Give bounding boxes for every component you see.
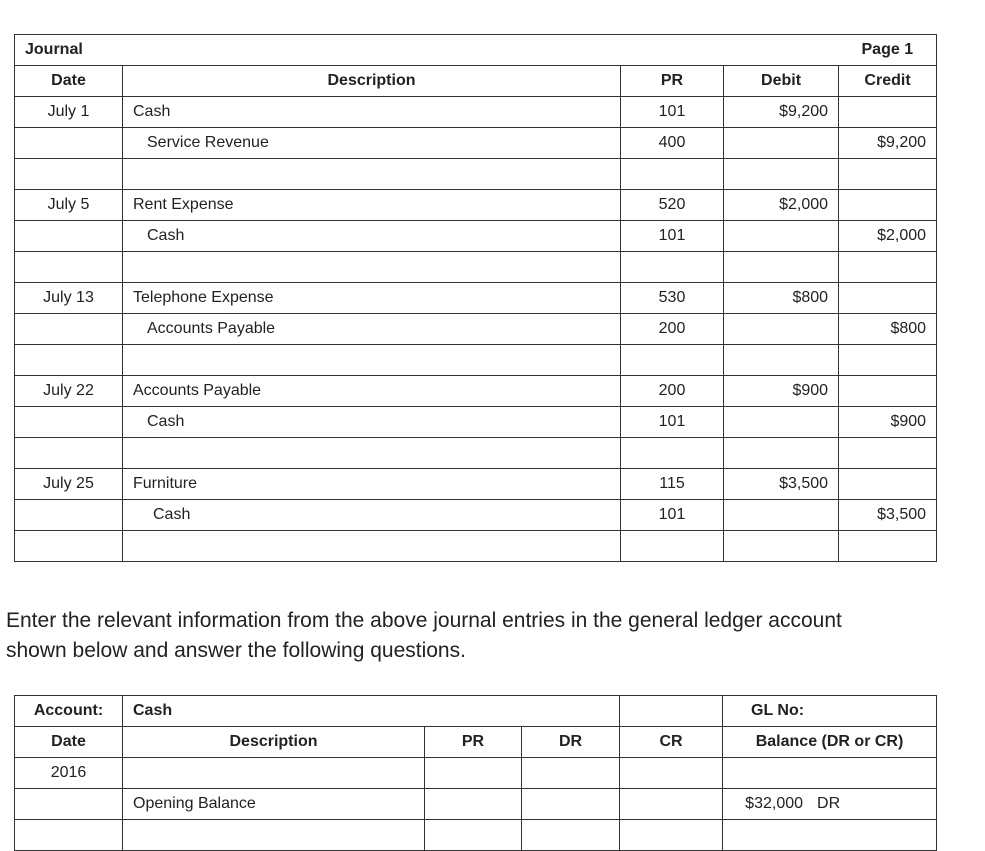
credit-account: Cash — [123, 500, 621, 531]
journal-blank-row — [15, 345, 937, 376]
journal-credit-row — [15, 500, 937, 531]
account-name: Cash — [123, 696, 620, 727]
debit-amount: $9,200 — [724, 97, 839, 128]
journal-title: Journal — [15, 35, 839, 66]
ledger-account-row — [15, 696, 937, 727]
col-header-pr: PR — [621, 66, 724, 97]
col-header-pr: PR — [425, 727, 522, 758]
empty-debit-cell — [724, 407, 839, 438]
credit-pr: 101 — [621, 500, 724, 531]
journal-blank-row — [15, 159, 937, 190]
empty-debit-cell — [724, 500, 839, 531]
col-header-description: Description — [123, 66, 621, 97]
empty-credit-cell — [839, 190, 937, 221]
credit-amount: $900 — [839, 407, 937, 438]
debit-pr: 200 — [621, 376, 724, 407]
entry-date: July 13 — [15, 283, 123, 314]
credit-amount: $2,000 — [839, 221, 937, 252]
empty-credit-cell — [839, 469, 937, 500]
credit-account: Cash — [123, 407, 621, 438]
journal-debit-row — [15, 97, 937, 128]
ledger-blank-row — [15, 820, 937, 851]
debit-account: Rent Expense — [123, 190, 621, 221]
debit-account: Furniture — [123, 469, 621, 500]
credit-account: Service Revenue — [123, 128, 621, 159]
journal-title-row — [15, 35, 937, 66]
col-header-date: Date — [15, 727, 123, 758]
empty-date-cell — [15, 221, 123, 252]
opening-balance-cell — [723, 789, 937, 820]
credit-pr: 101 — [621, 407, 724, 438]
debit-amount: $900 — [724, 376, 839, 407]
opening-balance-description: Opening Balance — [123, 789, 425, 820]
debit-pr: 530 — [621, 283, 724, 314]
journal-blank-row — [15, 252, 937, 283]
credit-amount: $9,200 — [839, 128, 937, 159]
journal-credit-row — [15, 128, 937, 159]
col-header-balance: Balance (DR or CR) — [723, 727, 937, 758]
empty-debit-cell — [724, 314, 839, 345]
debit-amount: $3,500 — [724, 469, 839, 500]
credit-account: Cash — [123, 221, 621, 252]
debit-account: Cash — [123, 97, 621, 128]
empty-credit-cell — [839, 376, 937, 407]
journal-blank-row — [15, 438, 937, 469]
debit-pr: 101 — [621, 97, 724, 128]
journal-debit-row — [15, 190, 937, 221]
credit-amount: $3,500 — [839, 500, 937, 531]
empty-date-cell — [15, 407, 123, 438]
instructions-line: shown below and answer the following questions. — [6, 639, 466, 662]
credit-account: Accounts Payable — [123, 314, 621, 345]
ledger-opening-row — [15, 789, 937, 820]
debit-account: Telephone Expense — [123, 283, 621, 314]
ledger-header-row — [15, 727, 937, 758]
empty-credit-cell — [839, 97, 937, 128]
journal-table — [14, 34, 937, 562]
entry-date: July 22 — [15, 376, 123, 407]
empty-debit-cell — [724, 128, 839, 159]
credit-pr: 400 — [621, 128, 724, 159]
journal-debit-row — [15, 376, 937, 407]
credit-pr: 101 — [621, 221, 724, 252]
credit-amount: $800 — [839, 314, 937, 345]
debit-account: Accounts Payable — [123, 376, 621, 407]
journal-credit-row — [15, 221, 937, 252]
credit-pr: 200 — [621, 314, 724, 345]
gl-number-label: GL No: — [723, 696, 937, 727]
empty-date-cell — [15, 128, 123, 159]
opening-balance-amount: $32,000 — [745, 795, 804, 812]
col-header-credit: Credit — [839, 66, 937, 97]
debit-pr: 115 — [621, 469, 724, 500]
ledger-year: 2016 — [15, 758, 123, 789]
debit-amount: $800 — [724, 283, 839, 314]
journal-credit-row — [15, 314, 937, 345]
entry-date: July 1 — [15, 97, 123, 128]
col-header-debit: Debit — [724, 66, 839, 97]
debit-amount: $2,000 — [724, 190, 839, 221]
empty-date-cell — [15, 500, 123, 531]
journal-debit-row — [15, 469, 937, 500]
empty-date-cell — [15, 314, 123, 345]
opening-balance-type: DR — [817, 795, 841, 812]
col-header-cr: CR — [620, 727, 723, 758]
journal-credit-row — [15, 407, 937, 438]
instructions-text — [6, 606, 966, 666]
empty-credit-cell — [839, 283, 937, 314]
journal-header-row — [15, 66, 937, 97]
entry-date: July 25 — [15, 469, 123, 500]
col-header-dr: DR — [522, 727, 620, 758]
entry-date: July 5 — [15, 190, 123, 221]
empty-debit-cell — [724, 221, 839, 252]
account-label: Account: — [15, 696, 123, 727]
journal-debit-row — [15, 283, 937, 314]
general-ledger-table — [14, 695, 937, 851]
journal-page-number: Page 1 — [839, 35, 937, 66]
journal-blank-row — [15, 531, 937, 562]
empty-cell — [620, 696, 723, 727]
col-header-description: Description — [123, 727, 425, 758]
col-header-date: Date — [15, 66, 123, 97]
debit-pr: 520 — [621, 190, 724, 221]
instructions-line: Enter the relevant information from the above journal entries in the general ledger account — [6, 609, 842, 632]
ledger-year-row — [15, 758, 937, 789]
